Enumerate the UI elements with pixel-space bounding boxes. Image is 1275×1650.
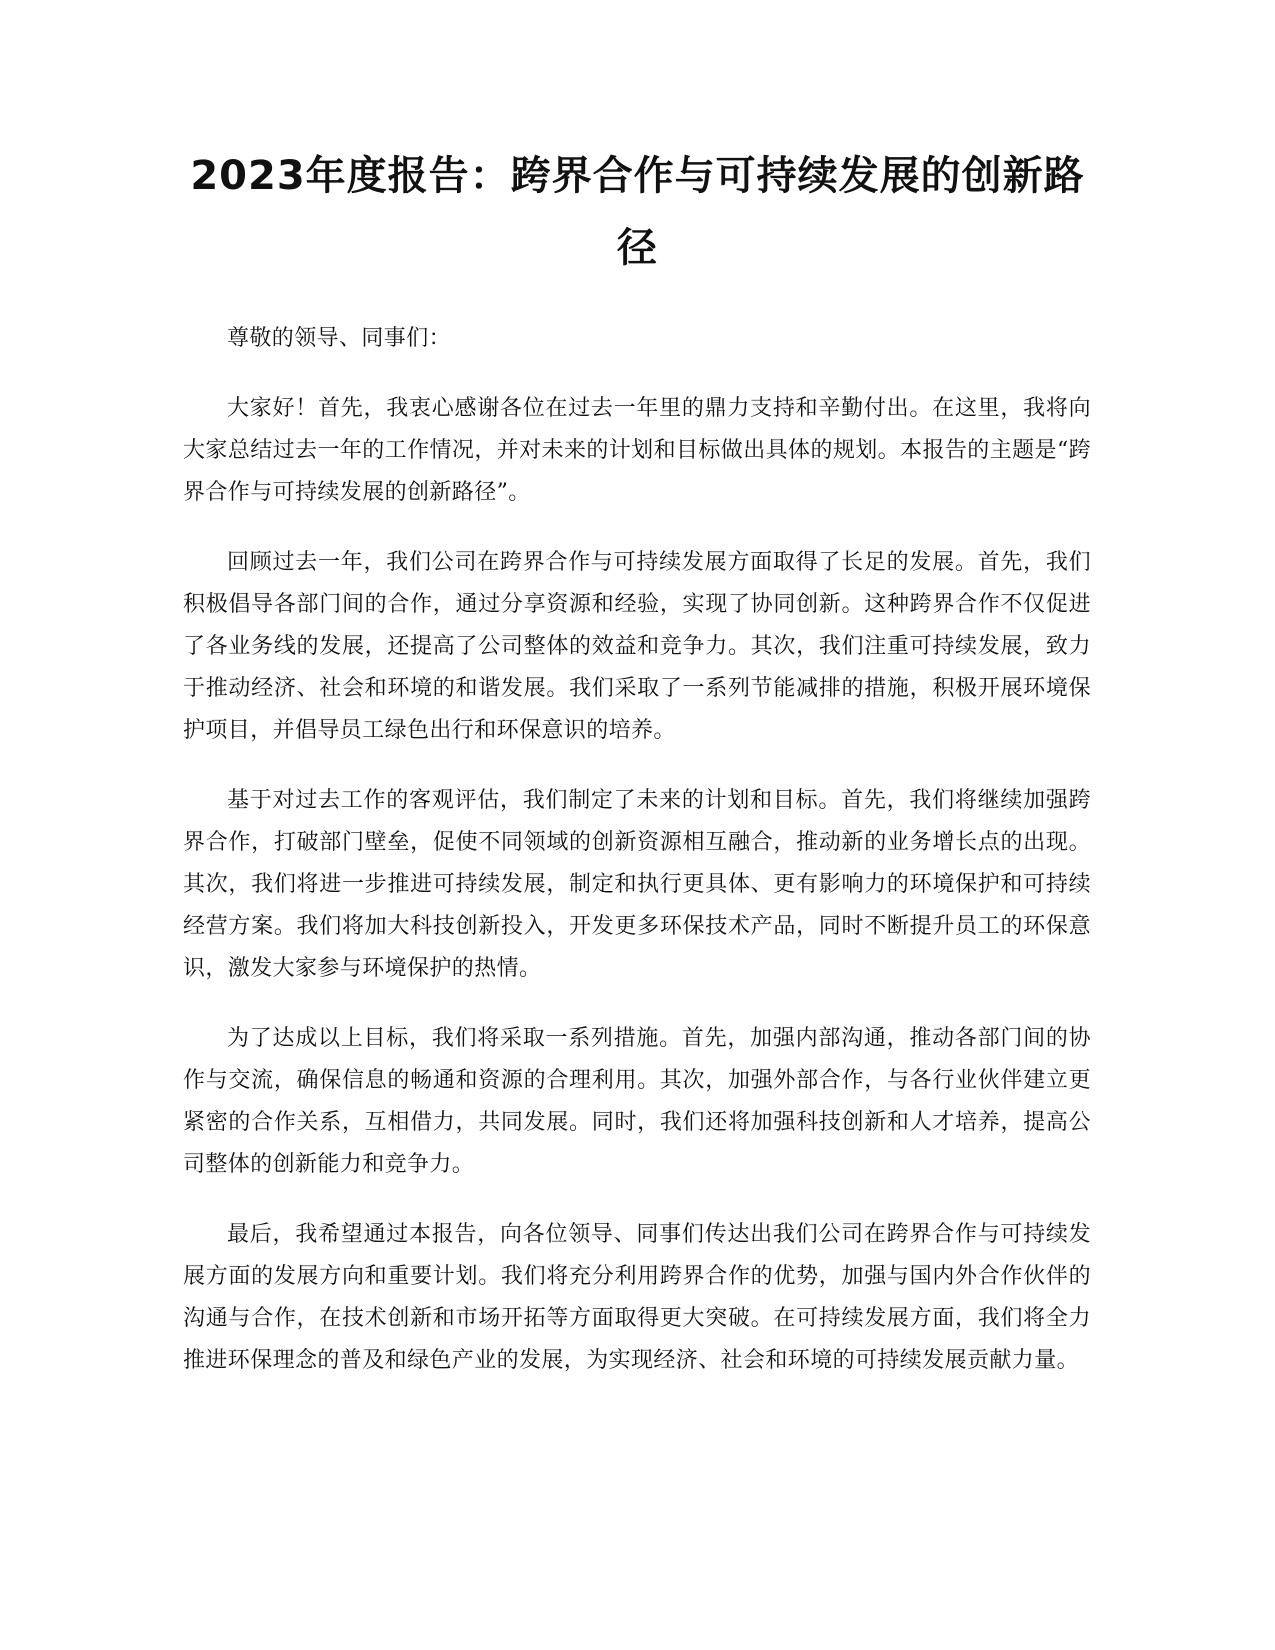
closing-paragraph: 最后，我希望通过本报告，向各位领导、同事们传达出我们公司在跨界合作与可持续发展方面的发展方向和重要计划。我们将充分利用跨界合作的优势，加强与国内外合作伙伴的沟通与合作，在技术创新和市场开拓等方面取得更大突破。在可持续发展方面，我们将全力推进环保理念的普及和绿色产业的发展，为实现经济、社会和环境的可持续发展贡献力量。 [183,1222,1091,1373]
review-paragraph: 回顾过去一年，我们公司在跨界合作与可持续发展方面取得了长足的发展。首先，我们积极倡导各部门间的合作，通过分享资源和经验，实现了协同创新。这种跨界合作不仅促进了各业务线的发展，还提高了公司整体的效益和竞争力。其次，我们注重可持续发展，致力于推动经济、社会和环境的和谐发展。我们采取了一系列节能减排的措施，积极开展环境保护项目，并倡导员工绿色出行和环保意识的培养。 [183,550,1091,743]
intro-paragraph: 大家好！首先，我衷心感谢各位在过去一年里的鼎力支持和辛勤付出。在这里，我将向大家总结过去一年的工作情况，并对未来的计划和目标做出具体的规划。本报告的主题是“跨界合作与可持续发展的创新路径”。 [183,396,1091,505]
document-body [183,318,1091,1410]
measures-paragraph: 为了达成以上目标，我们将采取一系列措施。首先，加强内部沟通，推动各部门间的协作与交流，确保信息的畅通和资源的合理利用。其次，加强外部合作，与各行业伙伴建立更紧密的合作关系，互相借力，共同发展。同时，我们还将加强科技创新和人才培养，提高公司整体的创新能力和竞争力。 [183,1026,1091,1177]
document-title: 2023年度报告：跨界合作与可持续发展的创新路径 [190,153,1085,271]
plan-paragraph: 基于对过去工作的客观评估，我们制定了未来的计划和目标。首先，我们将继续加强跨界合作，打破部门壁垒，促使不同领域的创新资源相互融合，推动新的业务增长点的出现。其次，我们将进一步推进可持续发展，制定和执行更具体、更有影响力的环境保护和可持续经营方案。我们将加大科技创新投入，开发更多环保技术产品，同时不断提升员工的环保意识，激发大家参与环境保护的热情。 [183,788,1091,981]
salutation-paragraph: 尊敬的领导、同事们： [227,326,452,351]
